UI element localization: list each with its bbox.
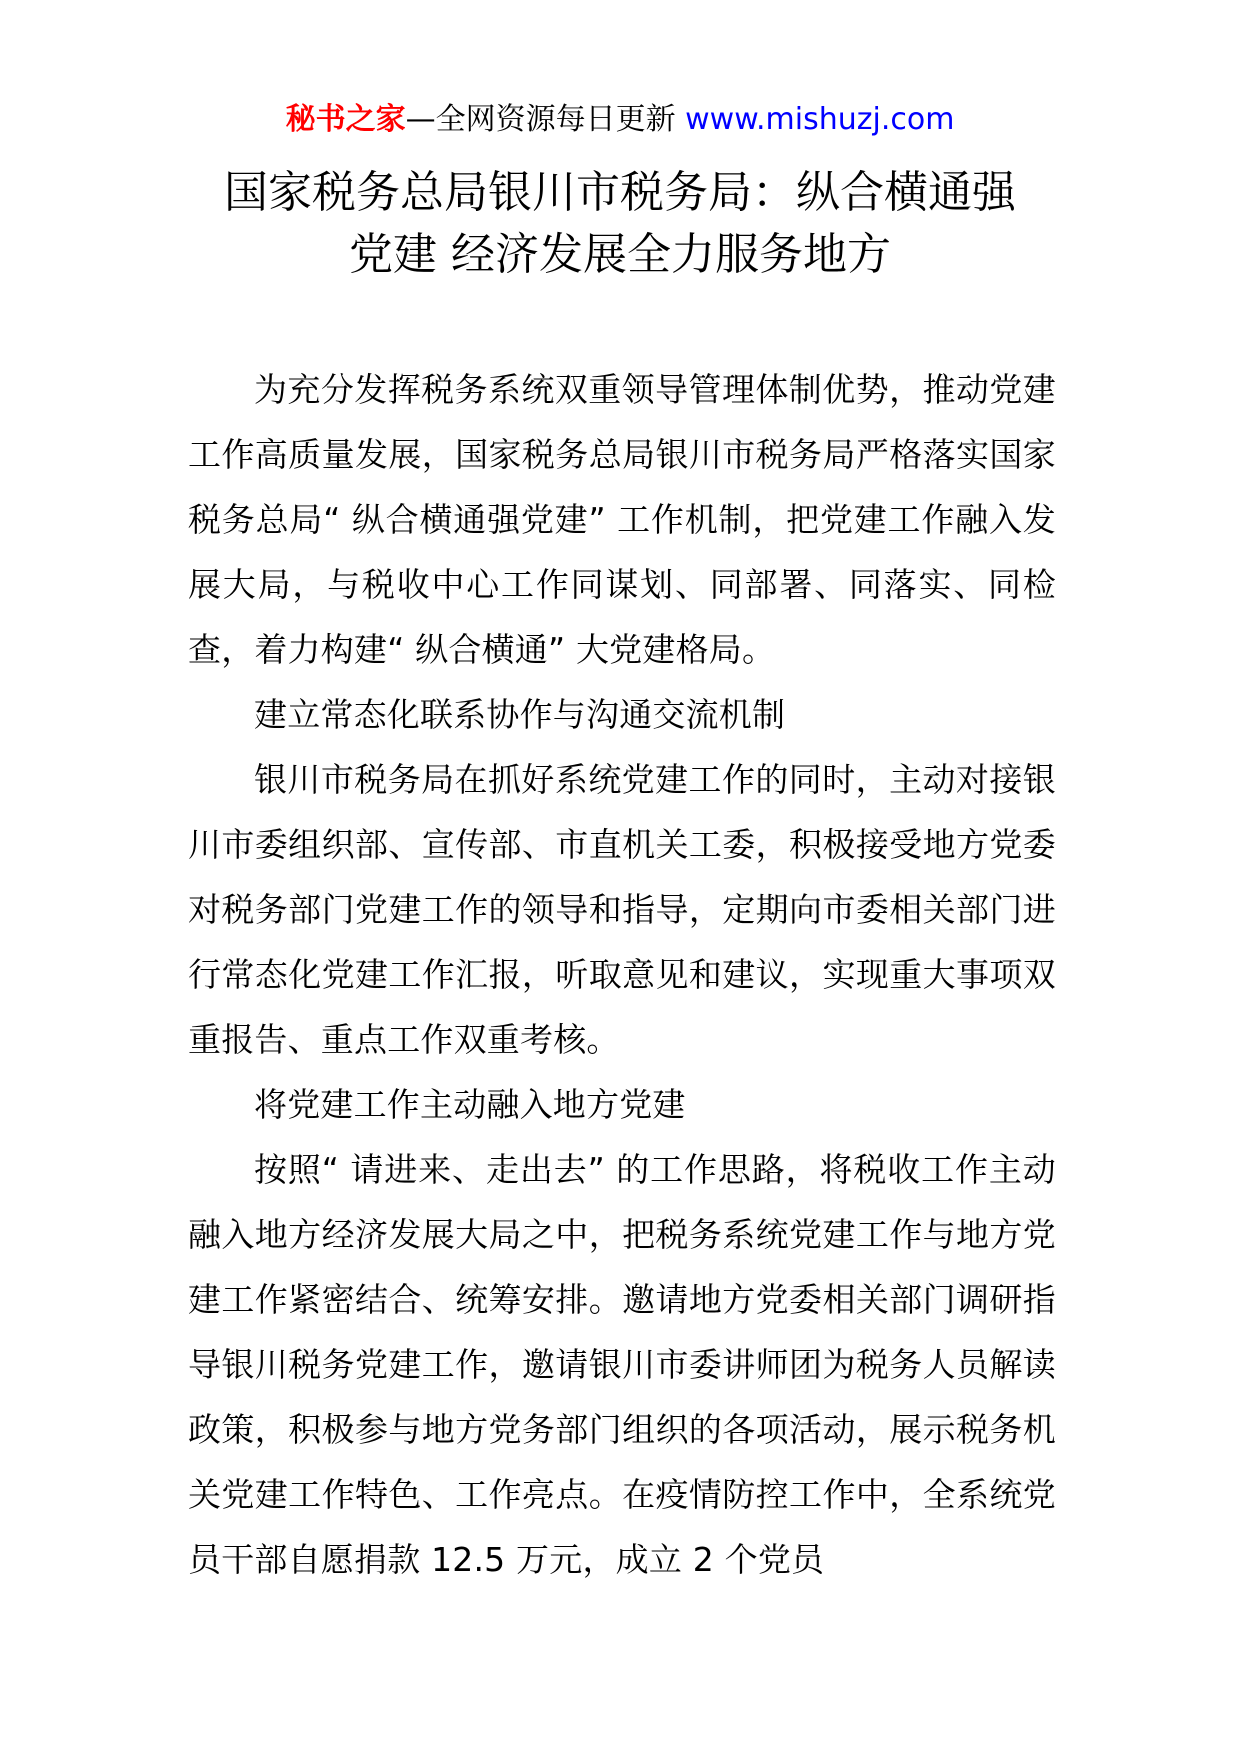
site-tagline: —全网资源每日更新 xyxy=(405,102,686,137)
paragraph-section-2: 按照“ 请进来、走出去” 的工作思路，将税收工作主动融入地方经济发展大局之中，把税务系统党建工作与地方党建工作紧密结合、统筹安排。邀请地方党委相关部门调研指导银川税务党建工作，邀请银川市委讲师团为税务人员解读政策，积极参与地方党务部门组织的各项活动，展示税务机关党建工作特色、工作亮点。在疫情防控工作中，全系统党员干部自愿捐款 12.5 万元，成立 2 个党员 xyxy=(188,1150,1056,1579)
paragraph-intro: 为充分发挥税务系统双重领导管理体制优势，推动党建工作高质量发展，国家税务总局银川市税务局严格落实国家税务总局“ 纵合横通强党建” 工作机制，把党建工作融入发展大局，与税收中心工作同谋划、同部署、同落实、同检查，着力构建“ 纵合横通” 大党建格局。 xyxy=(188,370,1056,669)
paragraph-section-1: 银川市税务局在抓好系统党建工作的同时，主动对接银川市委组织部、宣传部、市直机关工委，积极接受地方党委对税务部门党建工作的领导和指导，定期向市委相关部门进行常态化党建工作汇报，听取意见和建议，实现重大事项双重报告、重点工作双重考核。 xyxy=(188,760,1056,1059)
document-body xyxy=(188,357,1056,1592)
site-header xyxy=(0,100,1240,140)
site-name: 秘书之家 xyxy=(285,102,406,137)
title-line-1: 国家税务总局银川市税务局：纵合横通强 xyxy=(224,167,1016,218)
section-heading-1: 建立常态化联系协作与沟通交流机制 xyxy=(254,695,786,734)
document-title xyxy=(0,162,1240,286)
section-heading-2: 将党建工作主动融入地方党建 xyxy=(254,1085,686,1124)
title-line-2: 党建 经济发展全力服务地方 xyxy=(349,229,891,280)
site-url[interactable]: www.mishuzj.com xyxy=(685,102,955,137)
